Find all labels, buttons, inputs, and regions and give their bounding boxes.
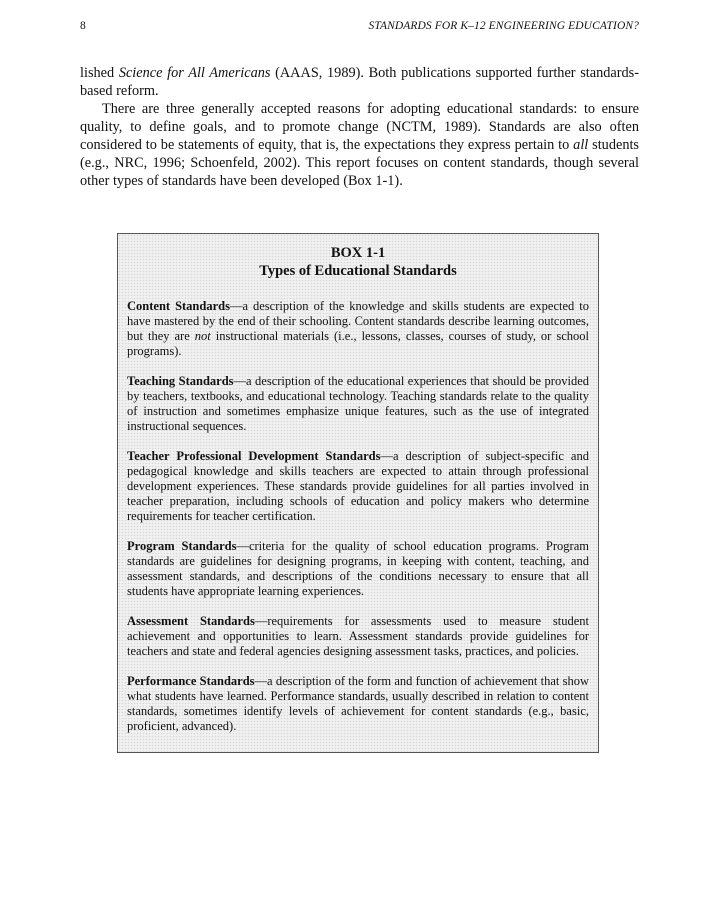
entry-teaching-standards bbox=[127, 374, 589, 434]
entry-term: Assessment Standards bbox=[127, 614, 255, 628]
paragraph-standards-reasons bbox=[80, 100, 639, 190]
paragraph-continued bbox=[80, 64, 639, 100]
p2-before: There are three generally accepted reasons for adopting educational standards: to ensure quality, to define goals, and to promote change (NCTM, 1989). Standards are also often considered to be statements of equity, that is, the expectations they express pertain to bbox=[80, 101, 639, 153]
entry-text: a description of the form and function of achievement that show what students have learned. Performance standards, usually described in relation to content standards, sometimes identify levels of achievement for content standards (e.g., basic, proficient, advanced). bbox=[127, 674, 590, 733]
entry-program-standards bbox=[127, 539, 589, 599]
box-entries bbox=[127, 299, 589, 734]
entry-text: a description of the educational experiences that should be provided by teachers, textbooks, and educational technology. Teaching standards relate to the quality of instruction and sometimes emphasize unique features, such as the use of integrated instructional sequences. bbox=[127, 374, 589, 433]
box-title: Types of Educational Standards bbox=[259, 263, 457, 279]
entry-term: Teacher Professional Development Standards bbox=[127, 449, 381, 463]
entry-dash: — bbox=[254, 674, 268, 688]
page-number: 8 bbox=[80, 20, 86, 32]
entry-dash: — bbox=[229, 299, 243, 313]
body-text bbox=[80, 64, 639, 190]
p2-after: students (e.g., NRC, 1996; Schoenfeld, 2002). This report focuses on content standards, though several other types of standards have been developed (Box 1-1). bbox=[80, 137, 640, 189]
entry-text-after: instructional materials (i.e., lessons, classes, courses of study, or school programs). bbox=[127, 329, 589, 358]
entry-dash: — bbox=[233, 374, 247, 388]
entry-assessment-standards bbox=[127, 614, 589, 659]
entry-text: a description of subject-specific and pedagogical knowledge and skills teachers are expected to attain through professional development experiences. These standards provide guidelines for all parties involved in teacher preparation, including schools of education and policy makers who determine requirements for teacher certification. bbox=[127, 449, 589, 523]
entry-text: requirements for assessments used to measure student achievement and opportunities to learn. Assessment standards provide guidelines for teachers and state and federal agencies designing assessment tasks, practices, and policies. bbox=[127, 614, 589, 658]
p1-lead: lished bbox=[80, 65, 119, 81]
entry-term: Program Standards bbox=[127, 539, 237, 553]
p1-rest: (AAAS, 1989). Both publications supported further standards-based reform. bbox=[80, 65, 639, 99]
box-label: BOX 1-1 bbox=[330, 245, 386, 261]
p2-italic: all bbox=[573, 137, 589, 153]
entry-term: Teaching Standards bbox=[127, 374, 234, 388]
entry-teacher-pd-standards bbox=[127, 449, 589, 524]
entry-text: criteria for the quality of school education programs. Program standards are guidelines for designing programs, in keeping with content, teaching, and assessment standards, and descriptions of the conditions necessary to ensure that all students have appropriate learning experiences. bbox=[127, 539, 589, 598]
p1-title: Science for All Americans bbox=[118, 65, 271, 81]
entry-dash: — bbox=[254, 614, 268, 628]
entry-dash: — bbox=[236, 539, 249, 553]
entry-text: a description of the knowledge and skills students are expected to have mastered by the end of their schooling. Content standards describe learning outcomes, but they are bbox=[127, 299, 590, 343]
entry-dash: — bbox=[380, 449, 393, 463]
page-header bbox=[80, 20, 639, 38]
entry-term: Content Standards bbox=[127, 299, 230, 313]
entry-performance-standards bbox=[127, 674, 589, 734]
box-1-1 bbox=[117, 233, 599, 753]
entry-italic: not bbox=[194, 329, 211, 343]
entry-content-standards bbox=[127, 299, 589, 359]
entry-term: Performance Standards bbox=[127, 674, 255, 688]
running-head: STANDARDS FOR K–12 ENGINEERING EDUCATION? bbox=[368, 20, 639, 32]
